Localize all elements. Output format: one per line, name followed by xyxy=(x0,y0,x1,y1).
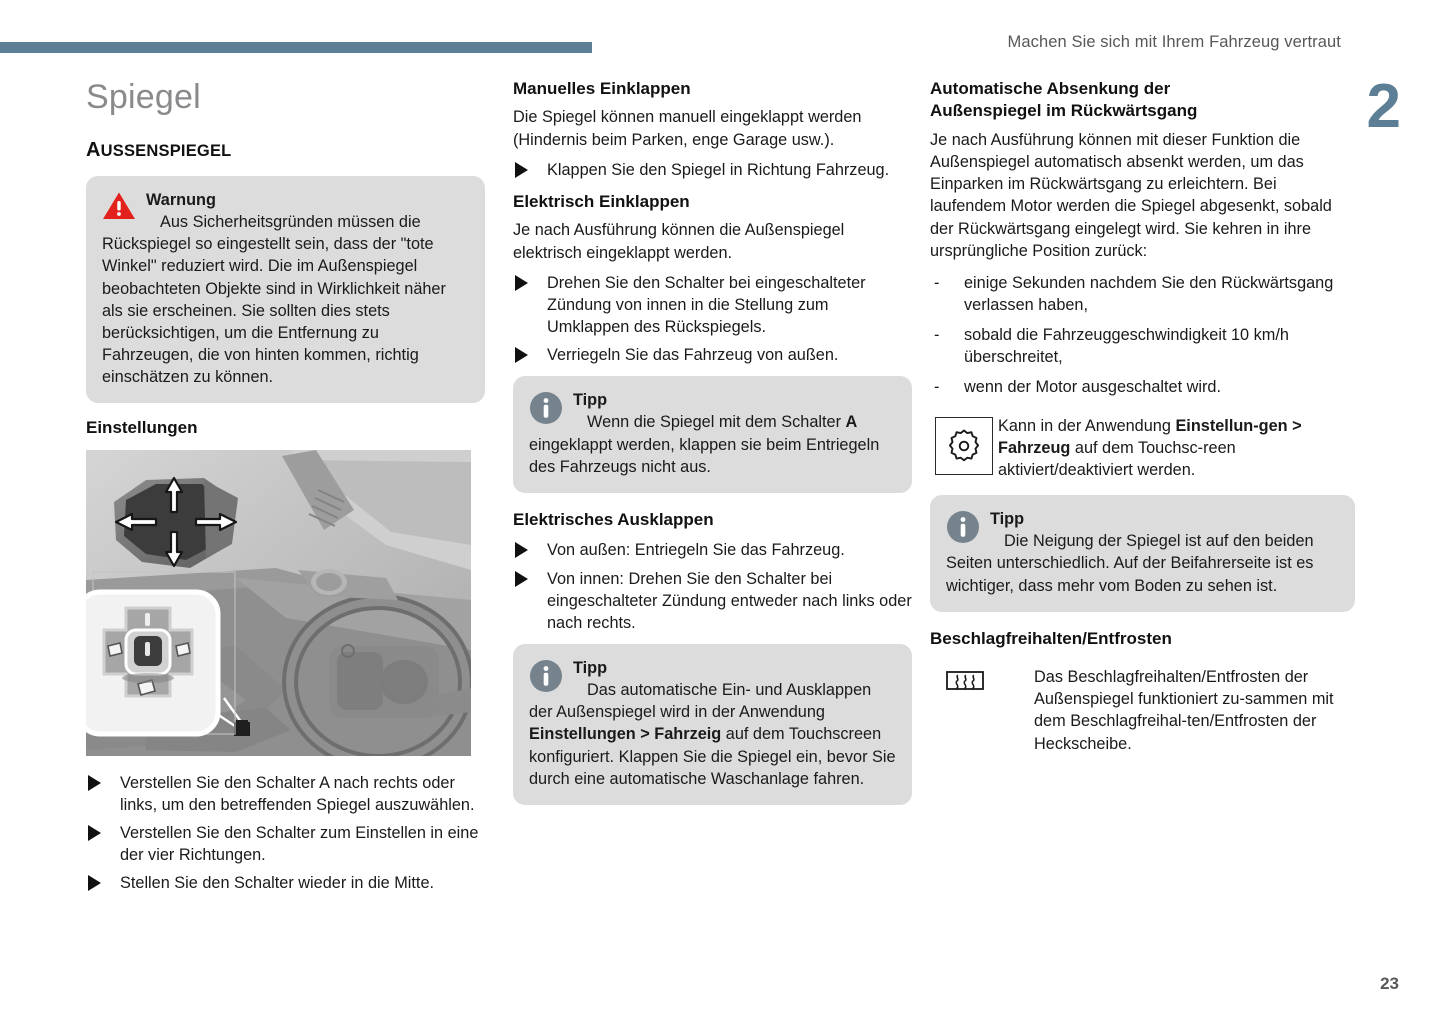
dash-bullet-icon: - xyxy=(934,326,940,345)
list-item-text: Verstellen Sie den Schalter zum Einstellen in eine der vier Richtungen. xyxy=(120,824,479,865)
automatische-absenkung-heading xyxy=(930,78,1355,123)
arrow-bullet-icon xyxy=(515,542,528,558)
arrow-bullet-icon xyxy=(88,825,101,841)
elektrisch-einklappen-text: Je nach Ausführung können die Außenspiegel elektrisch eingeklappt werden. xyxy=(513,221,845,262)
defrost-note-text: Das Beschlagfreihalten/Entfrosten der Außenspiegel funktioniert zu-sammen mit dem Beschlagfreihal-ten/Entfrosten der Heckscheibe. xyxy=(1034,668,1334,753)
tip-callout-3 xyxy=(930,495,1355,612)
gear-icon xyxy=(935,417,993,475)
list-item-text: sobald die Fahrzeuggeschwindigkeit 10 km/h überschreitet, xyxy=(964,326,1289,367)
section-title-aussenspiegel xyxy=(86,139,485,162)
list-item xyxy=(930,376,1355,398)
info-circle-icon xyxy=(529,391,563,430)
arrow-bullet-icon xyxy=(515,571,528,587)
warning-triangle-icon xyxy=(102,191,136,226)
warning-callout-label: Warnung xyxy=(146,191,216,209)
list-item xyxy=(86,822,485,866)
manuelles-einklappen-heading: Manuelles Einklappen xyxy=(513,79,691,98)
automatische-absenkung-heading-line2: Außenspiegel im Rückwärtsgang xyxy=(930,101,1198,121)
tip-callout-2-text-b: auf dem Touchscreen konfiguriert. Klappen Sie die Spiegel ein, bevor Sie durch eine automatische Waschanlage fahren. xyxy=(529,725,896,788)
automatische-absenkung-text: Je nach Ausführung können mit dieser Funktion die Außenspiegel automatisch absenkt werden, um das Einparken im Rückwärtsgang zu erleichtern. Bei laufendem Motor werden die Spiegel abgesenkt, sobald der Rückwärtsgang eingelegt wird. Sie kehren in ihre ursprüngliche Position zurück: xyxy=(930,130,1332,260)
list-item xyxy=(930,272,1355,316)
list-item xyxy=(930,324,1355,368)
warning-callout xyxy=(86,176,485,403)
elektrisch-einklappen-steps xyxy=(513,272,912,367)
gear-note-row xyxy=(930,415,1355,481)
left-column xyxy=(0,78,505,905)
middle-column xyxy=(505,78,930,905)
list-item xyxy=(513,568,912,634)
gear-note-text xyxy=(998,415,1355,481)
elektrisches-ausklappen-steps xyxy=(513,539,912,634)
warning-callout-text: Aus Sicherheitsgründen müssen die Rückspiegel so eingestellt sein, dass der "tote Winkel" reduziert wird. Die im Außenspiegel beobachteten Objekte sind in Wirklichkeit näher als sie erscheinen. Sie sollten dies stets berücksichtigen, um die Entfernung zu Fahrzeugen, die von hinten kommen, richtig einschätzen zu können. xyxy=(102,213,446,387)
automatische-absenkung-heading-line1: Automatische Absenkung der xyxy=(930,79,1171,98)
einstellungen-heading: Einstellungen xyxy=(86,418,198,438)
list-item-text: Von außen: Entriegeln Sie das Fahrzeug. xyxy=(547,541,845,560)
dash-bullet-icon: - xyxy=(934,378,940,397)
list-item-text: Verstellen Sie den Schalter A nach rechts oder links, um den betreffenden Spiegel auszuwählen. xyxy=(120,773,475,814)
tip-callout-1-text-b: eingeklappt werden, klappen sie beim Entriegeln des Fahrzeugs nicht aus. xyxy=(529,435,880,476)
elektrisches-ausklappen-heading: Elektrisches Ausklappen xyxy=(513,509,714,529)
tip-callout-3-text: Die Neigung der Spiegel ist auf den beiden Seiten unterschiedlich. Auf der Beifahrerseite ist es wichtiger, dass mehr vom Boden zu sehen ist. xyxy=(946,532,1314,595)
einstellungen-steps xyxy=(86,772,485,895)
tip-callout-1-body xyxy=(529,389,896,478)
tip-callout-2-body xyxy=(529,657,896,790)
tip-callout-1-label: Tipp xyxy=(573,391,608,410)
tip-callout-2 xyxy=(513,644,912,805)
warning-callout-body xyxy=(102,189,469,388)
tip-callout-3-label: Tipp xyxy=(990,510,1025,529)
tip-callout-2-text-bold: Einstellungen > Fahrzeig xyxy=(529,725,722,744)
mirror-adjustment-illustration xyxy=(86,450,471,756)
gear-icon-slot xyxy=(930,415,998,475)
elektrisch-einklappen-heading: Elektrisch Einklappen xyxy=(513,191,690,211)
gear-note-text-bold: Einstellun-gen > Fahrzeug xyxy=(998,416,1302,457)
arrow-bullet-icon xyxy=(515,162,528,178)
arrow-bullet-icon xyxy=(88,875,101,891)
arrow-bullet-icon xyxy=(515,347,528,363)
rueckkehr-bedingungen-list xyxy=(930,272,1355,399)
chapter-number: 2 xyxy=(1366,72,1401,141)
manuelles-einklappen-steps xyxy=(513,159,912,181)
info-circle-icon xyxy=(529,659,563,698)
page-number: 23 xyxy=(1380,974,1399,993)
info-circle-icon xyxy=(946,510,980,549)
arrow-bullet-icon xyxy=(88,775,101,791)
tip-callout-3-body xyxy=(946,508,1339,597)
tip-callout-2-text-a: Das automatische Ein- und Ausklappen der Außenspiegel wird in der Anwendung xyxy=(529,681,872,722)
gear-note-text-b: auf dem Touchsc-reen aktiviert/deaktiviert werden. xyxy=(998,438,1236,479)
page-columns xyxy=(0,72,1445,905)
list-item xyxy=(86,872,485,894)
list-item xyxy=(513,539,912,561)
running-header-title: Machen Sie sich mit Ihrem Fahrzeug vertraut xyxy=(1007,33,1341,51)
list-item xyxy=(513,159,912,181)
list-item-text: Verriegeln Sie das Fahrzeug von außen. xyxy=(547,346,839,365)
list-item-text: Klappen Sie den Spiegel in Richtung Fahrzeug. xyxy=(547,160,890,179)
page-title: Spiegel xyxy=(86,78,201,116)
defrost-note-row xyxy=(930,666,1355,755)
list-item-text: Stellen Sie den Schalter wieder in die Mitte. xyxy=(120,874,435,893)
list-item xyxy=(513,272,912,338)
list-item-text: Von innen: Drehen Sie den Schalter bei eingeschalteter Zündung entweder nach links oder nach rechts. xyxy=(547,569,912,632)
defrost-icon xyxy=(944,668,986,698)
tip-callout-1-text-bold: A xyxy=(845,413,858,432)
gear-note-text-a: Kann in der Anwendung xyxy=(998,416,1176,435)
list-item-text: Drehen Sie den Schalter bei eingeschalteter Zündung von innen in die Stellung zum Umklappen des Rückspiegels. xyxy=(547,273,866,336)
arrow-bullet-icon xyxy=(515,275,528,291)
dash-bullet-icon: - xyxy=(934,273,940,292)
section-title-initial: A xyxy=(86,139,101,161)
right-column xyxy=(930,72,1445,905)
beschlagfreihalten-heading: Beschlagfreihalten/Entfrosten xyxy=(930,628,1172,648)
manuelles-einklappen-text: Die Spiegel können manuell eingeklappt werden (Hindernis beim Parken, enge Garage usw.). xyxy=(513,108,862,149)
list-item-text: einige Sekunden nachdem Sie den Rückwärtsgang verlassen haben, xyxy=(964,273,1334,314)
tip-callout-1-text-a: Wenn die Spiegel mit dem Schalter xyxy=(587,413,846,432)
list-item-text: wenn der Motor ausgeschaltet wird. xyxy=(964,378,1222,397)
tip-callout-2-label: Tipp xyxy=(573,658,608,677)
list-item xyxy=(513,344,912,366)
header-accent-rule xyxy=(0,42,592,53)
tip-callout-1 xyxy=(513,376,912,493)
list-item xyxy=(86,772,485,816)
section-title-rest: USSENSPIEGEL xyxy=(100,142,232,160)
defrost-icon-slot xyxy=(930,666,1034,698)
